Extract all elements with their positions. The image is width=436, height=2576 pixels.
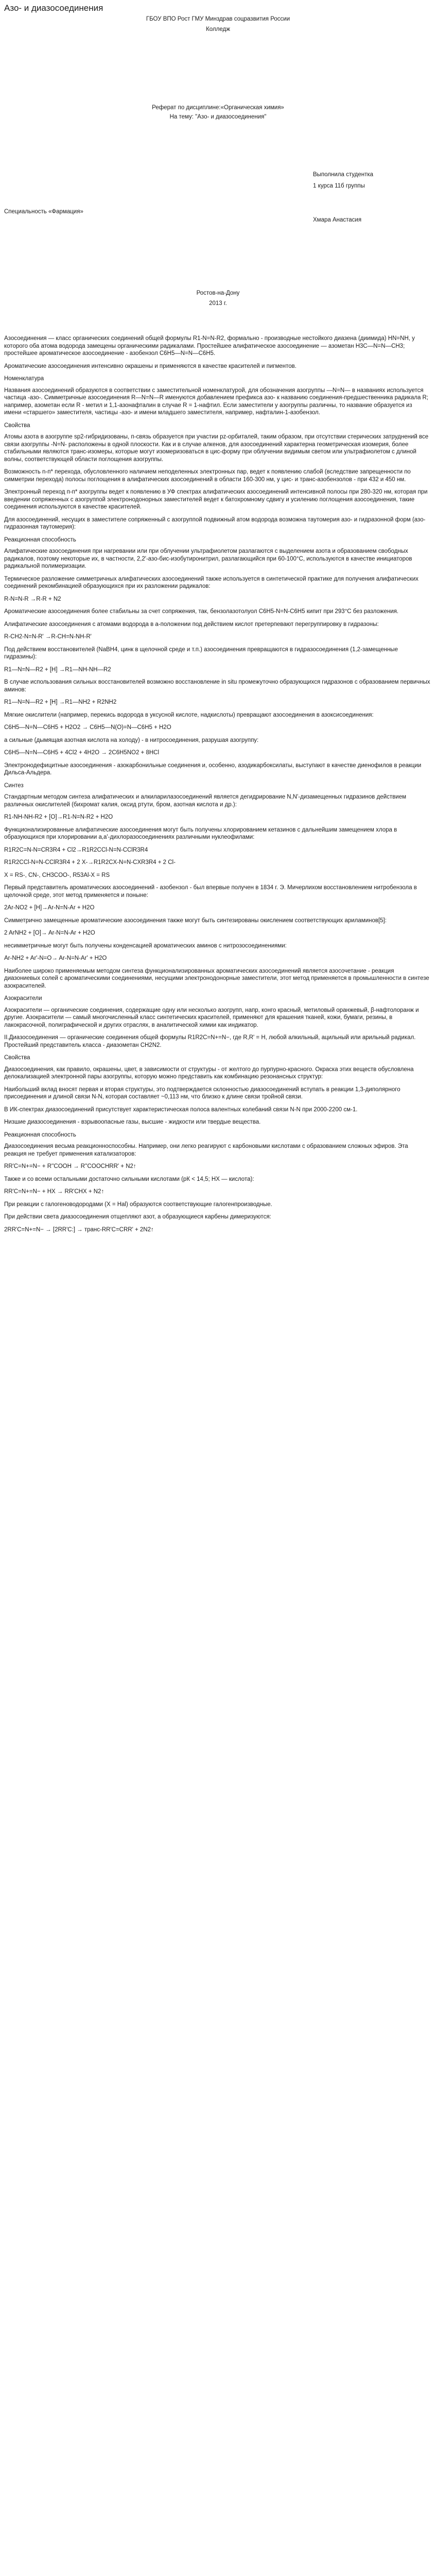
document-title: Азо- и диазосоединения xyxy=(4,3,103,13)
section-heading: Номенклатура xyxy=(4,376,44,382)
paragraph: Алифатические азосоединения при нагревании или при облучении ультрафиолетом разлагаются с выделением азота и образованием свободных радикалов, поэтому некоторые их, в частности, 2,2'-азо-бис-изобутиронитрил, разлагающийся при 60-100°C, используются в качестве инициаторов радикальной полимеризации. xyxy=(4,548,412,569)
paragraph: RR'C=N+=N− + HX → RR'CHX + N2↑ xyxy=(4,1189,104,1195)
paragraph: R1R2C=N-N=CR3R4 + Cl2→R1R2CCl-N=N-CClR3R4 xyxy=(4,846,148,853)
city: Ростов-на-Дону xyxy=(196,290,240,296)
author-name: Хмара Анастасия xyxy=(313,217,362,223)
paragraph: R1—N=N—R2 + [H] →R1—NH-NH—R2 xyxy=(4,666,111,673)
paragraph: R1-NH-NH-R2 + [O]→R1-N=N-R2 + H2O xyxy=(4,814,113,820)
paragraph: Диазосоединения, как правило, окрашены, цвет, в зависимости от структуры - от желтого до пурпурно-красного. Окраска этих веществ обусловлена делокализацией электронной пары азогруппы, которую можно представить как комбинацию резонансных структур: xyxy=(4,1066,414,1080)
report-topic: На тему: "Азо- и диазосоединения" xyxy=(169,114,267,120)
section-heading: Свойства xyxy=(4,1055,30,1061)
paragraph: R-CH2-N=N-R' →R-CH=N-NH-R' xyxy=(4,634,92,640)
paragraph: Термическое разложение симметричных алифатических азосоединений также используется в синтетической практике для получения алифатических соединений рекомбинацией образующихся при их разложении радикалов: xyxy=(4,575,418,589)
paragraph: Также и со всеми остальными достаточно сильными кислотами (рК < 14,5; НХ — кислота): xyxy=(4,1176,254,1182)
paragraph: 2RR'C=N+=N− → [2RR'C:] → транс-RR'C=CRR' + 2N2↑ xyxy=(4,1226,154,1233)
paragraph: R-N=N-R →R-R + N2 xyxy=(4,596,61,602)
paragraph: Электронный переход п-п* азогруппы ведет к появлению в УФ спектрах алифатических азосоединений интенсивной полосы при 280-320 нм, которая при введении сопряженных с азогруппой электронодонорных заместителей ведет к батохромному сдвигу и усилению поглощения азосоединения, такие соединения используются в качестве красителей. xyxy=(4,489,428,510)
paragraph: Азосоединения — класс органических соединений общей формулы R1-N=N-R2, формально - производные нестойкого диазена (диимида) HN=NH, у которого оба атома водорода замещены органическими радикалами. Простейшее алифатическое азосоединение — азометан H3C—N=N—CH3; простейшее ароматическое азосоединение - азобензол C6H5—N=N—C6H5. xyxy=(4,335,415,357)
paragraph: 2 ArNH2 + [O]→ Ar-N=N-Ar + H2O xyxy=(4,930,95,936)
paragraph: Симметрично замещенные ароматические азосоединения также могут быть синтезированы окислением соответствующих ариламинов[5]: xyxy=(4,917,387,924)
paragraph: а сильные (дымящая азотная кислота на холоду) - в нитросоединения, разрушая азогруппу: xyxy=(4,737,259,743)
paragraph: Стандартным методом синтеза алифатических и алкиларилазосоединений является дегидрирование N,N'-дизамещенных гидразинов действием различных окислителей (бихромат калия, оксид ртути, бром, азотная кислота и др.): xyxy=(4,794,406,808)
organization-name: ГБОУ ВПО Рост ГМУ Минздрав соцразвития России xyxy=(146,16,290,22)
paragraph: C6H5—N=N—C6H5 + H2O2 → C6H5—N(O)=N—C6H5 + H2O xyxy=(4,724,171,731)
paragraph: Мягкие окислители (например, перекись водорода в уксусной кислоте, надкислоты) превращают азосоединения в азоксисоединения: xyxy=(4,711,374,718)
specialty: Специальность «Фармация» xyxy=(4,209,83,215)
paragraph: Наибольший вклад вносят первая и вторая структуры, это подтверждается склонностью диазосоединений вступать в реакции 1,3-диполярного присоединения и длиной связи N-N, которая составляет ~0,113 нм, что близко к длине связи тройной связи. xyxy=(4,1086,400,1100)
paragraph: R1R2CCl-N=N-CClR3R4 + 2 X-→R1R2CX-N=N-CXR3R4 + 2 Cl- xyxy=(4,859,176,866)
paragraph: 2Ar-NO2 + [H]→Ar-N=N-Ar + H2O xyxy=(4,905,95,911)
paragraph: Ароматические азосоединения более стабильны за счет сопряжения, так, бензолазотолуол C6H5-N=N-C6H5 кипит при 293°C без разложения. xyxy=(4,608,399,615)
paragraph: Под действием восстановителей (NaBH4, цинк в щелочной среде и т.п.) азосоединения превращаются в гидразосоединения (1,2-замещенные гидразины): xyxy=(4,646,398,660)
section-heading: Синтез xyxy=(4,782,24,789)
college-name: Колледж xyxy=(206,26,230,32)
paragraph: Первый представитель ароматических азосоединений - азобензол - был впервые получен в 1834 г. Э. Мичерлихом восстановлением нитробензола в щелочной среде, этот метод применяется и поныне: xyxy=(4,885,417,899)
section-heading: Реакционная способность xyxy=(4,1131,76,1138)
paragraph: При действии света диазосоединения отщепляют азот, а образующиеся карбены димеризуются: xyxy=(4,1214,271,1220)
paragraph: При реакции с галогеноводородами (X = Hal) образуются соответствующие галогенпроизводные. xyxy=(4,1201,272,1208)
paragraph: Ar-NH2 + Ar'-N=O→ Ar-N=N-Ar' + H2O xyxy=(4,955,107,961)
paragraph: Наиболее широко применяемым методом синтеза функционализированных ароматических азосоединений является азосочетание - реакция диазониевых солей с ароматическими соединениями, несущими электронодонорные заместители, этот метод применяется в промышленности в синтезе азокрасителей. xyxy=(4,968,429,989)
paragraph: II.Диазосоединения — органические соединения общей формулы R1R2C=N+=N−, где R,R' = H, любой алкильный, ацильный или арильный радикал. Простейший представитель класса - диазометан CH2N2. xyxy=(4,1035,416,1048)
paragraph: Ароматические азосоединения интенсивно окрашены и применяются в качестве красителей и пигментов. xyxy=(4,363,297,369)
paragraph: RR'C=N+=N− + R''COOH → R''COOCHRR' + N2↑ xyxy=(4,1163,136,1170)
year: 2013 г. xyxy=(209,300,227,307)
paragraph: несимметричные могут быть получены конденсацией ароматических аминов с нитрозосоединениями: xyxy=(4,942,287,949)
paragraph: Электронодефицитные азосоединения - азокарбонильные соединения и, особенно, азодикарбоксилаты, выступают в качестве диенофилов в реакции Дильса-Альдера. xyxy=(4,762,422,776)
paragraph: X = RS-, CN-, CH3COO-, R53Al-X = RS xyxy=(4,872,110,878)
paragraph: Для азосоединений, несущих в заместителе сопряженный с азогруппой подвижный атом водорода возможна таутомерия азо- и гидразонной форм (азо-гидразонная таутомерия): xyxy=(4,516,426,530)
paragraph: R1—N=N—R2 + [H] →R1—NH2 + R2NH2 xyxy=(4,699,117,705)
section-heading: Азокрасители xyxy=(4,995,42,1002)
section-heading: Свойства xyxy=(4,422,30,429)
paragraph: В случае использования сильных восстановителей возможно восстановление in situ промежуточно образующихся гидразонов с образованием первичных аминов: xyxy=(4,679,430,693)
author-line-2: 1 курса 11б группы xyxy=(313,183,365,189)
section-heading: Реакционная способность xyxy=(4,536,76,543)
paragraph: Диазосоединения весьма реакционноспособны. Например, они легко реагируют с карбоновыми кислотами с образованием сложных эфиров. Эта реакция не требует применения катализаторов: xyxy=(4,1143,408,1157)
paragraph: Атомы азота в азогруппе sp2-гибридизованы, п-связь образуется при участии pz-орбиталей, таким образом, при отсутствии стерических затруднений все связи азогруппы -N=N- расположены в одной плоскости. Как и в случае алкенов, для азосоединений характерна геометрическая изомерия, более стабильными являются транс-изомеры, которые могут изомеризоваться в цис-форму при облучении видимым светом или ультрафиолетом с длиной волны, соответствующей области поглощения азогруппы. xyxy=(4,434,429,463)
paragraph: В ИК-спектрах диазосоединений присутствует характеристическая полоса валентных колебаний связи N-N при 2000-2200 см-1. xyxy=(4,1106,358,1113)
paragraph: C6H5—N=N—C6H5 + 4Cl2 + 4H2O → 2C6H5NO2 + 8HCl xyxy=(4,750,160,756)
paragraph: Функционализированные алифатические азосоединения могут быть получены хлорированием кетазинов с дальнейшим замещением хлора в образующихся при хлорировании а,а'-дихлоразосоединениях различными нуклеофилами: xyxy=(4,826,397,840)
report-discipline: Реферат по дисциплине:«Органическая химия» xyxy=(152,105,284,111)
paragraph: Азокрасители — органические соединения, содержащие одну или несколько азогрупп, напр, конго красный, метиловый оранжевый, β-нафтолоранж и другие. Азокрасители — самый многочисленный класс синтетических красителей, применяют для крашения тканей, кожи, бумаги, резины, в лакокрасочной, полиграфической и других отраслях, в аналитической химии как индикатор. xyxy=(4,1007,419,1028)
paragraph: Алифатические азосоединения с атомами водорода в а-положении под действием кислот претерпевают перегруппировку в гидразоны: xyxy=(4,621,379,628)
paragraph: Возможность n-п* перехода, обусловленного наличием неподеленных электронных пар, ведет к появлению слабой (вследствие запрещенности по симметрии перехода) полосы поглощения в алифатических азосоединений в области 160-300 нм, у цис- и транс-азобензолов - при 432 и 450 нм. xyxy=(4,469,411,483)
document-body xyxy=(4,335,430,2576)
author-line-1: Выполнила студентка xyxy=(313,172,374,178)
paragraph: Низшие диазосоединения - взрывоопасные газы, высшие - жидкости или твердые вещества. xyxy=(4,1119,261,1125)
paragraph: Названия азосоединений образуются в соответствии с заместительной номенклатурой, для обозначения азогруппы —N=N— в названиях используется частица -азо-. Симметричные азосоединения R—N=N—R именуются добавлением префикса азо- к названию соединения-предшественника радикала R; например, азометан если R - метил и 1,1-азонафталин в случае R = 1-нафтил. Если заместители у азогруппы различны, то название образуется из имени «старшего» заместителя, частицы -азо- и имени младшего заместителя, например, нафталин-1-азобензол. xyxy=(4,387,429,416)
